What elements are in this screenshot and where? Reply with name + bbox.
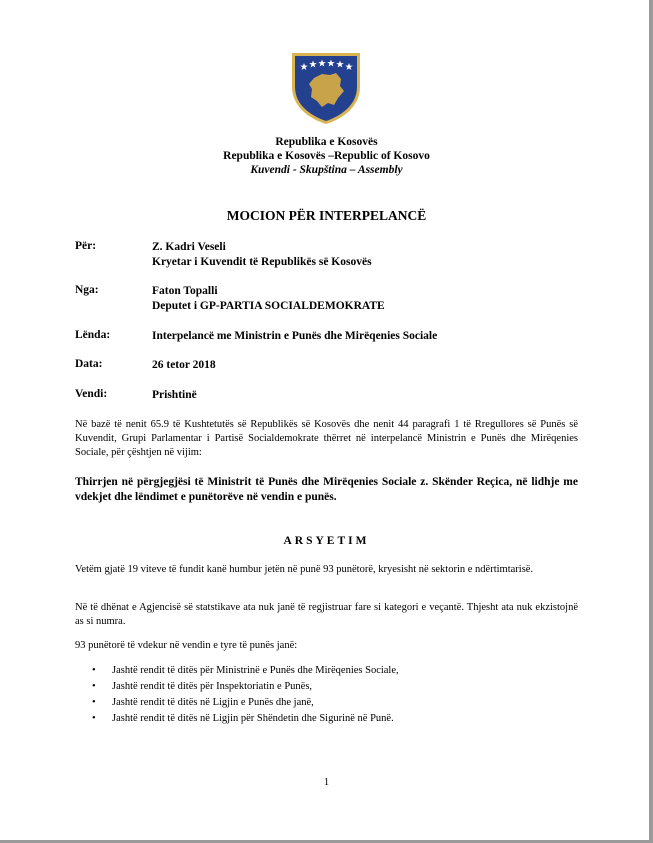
- bullet-icon: •: [92, 713, 96, 724]
- bullet-icon: •: [92, 697, 96, 708]
- bullet-icon: •: [92, 681, 96, 692]
- nga-sender: Faton Topalli: [152, 285, 218, 297]
- list-item: [92, 695, 399, 711]
- reason-paragraph-2: Në të dhënat e Agjencisë së statstikave ata nuk janë të regjistruar fare si kategori e veçantë. Thjesht ata nuk ekzistojnë as si numra.: [75, 602, 578, 627]
- list-item-text: Jashtë rendit të ditës për Inspektoriatin e Punës,: [112, 681, 313, 692]
- list-item-text: Jashtë rendit të ditës në Ligjin e Punës dhe janë,: [112, 697, 314, 708]
- reason-paragraph-1: Vetëm gjatë 19 viteve të fundit kanë humbur jetën në punë 93 punëtorë, kryesisht në sektorin e ndërtimtarisë.: [75, 564, 534, 575]
- vendi-label: Vendi:: [75, 388, 108, 400]
- date-value: 26 tetor 2018: [152, 359, 216, 371]
- section-heading: ARSYETIM: [283, 535, 370, 547]
- bullet-list: [92, 663, 399, 727]
- per-label: Për:: [75, 240, 97, 252]
- nga-sender-title: Deputet i GP-PARTIA SOCIALDEMOKRATE: [152, 300, 385, 312]
- header-line-3: Kuvendi - Skupština – Assembly: [250, 164, 403, 176]
- list-item: [92, 663, 399, 679]
- list-item: [92, 679, 399, 695]
- list-item-text: Jashtë rendit të ditës në Ligjin për Shëndetin dhe Sigurinë në Punë.: [112, 713, 394, 724]
- page-number: 1: [323, 777, 330, 788]
- lenda-value: Interpelancë me Ministrin e Punës dhe Mirëqenies Sociale: [152, 330, 438, 342]
- header-line-2: Republika e Kosovës –Republic of Kosovo: [223, 150, 430, 162]
- list-item-text: Jashtë rendit të ditës për Ministrinë e Punës dhe Mirëqenies Sociale,: [112, 665, 399, 676]
- intro-paragraph: Në bazë të nenit 65.9 të Kushtetutës së Republikës së Kosovës dhe nenit 44 paragrafi 1 të Rregullores së Punës së Kuvendit, Grupi Parlamentar i Partisë Socialdemokrate thërret në interpelancë Ministrin e Punës dhe Mirëqenies Sociale, për çështjen në vijim:: [75, 419, 578, 458]
- list-item: [92, 711, 399, 727]
- data-label: Data:: [75, 358, 103, 370]
- reason-paragraph-3: 93 punëtorë të vdekur në vendin e tyre të punës janë:: [75, 640, 298, 651]
- lenda-label: Lënda:: [75, 329, 111, 341]
- page-edge-right: [649, 0, 653, 843]
- header-line-1: Republika e Kosovës: [275, 136, 378, 148]
- per-recipient-title: Kryetar i Kuvendit të Republikës së Kosovës: [152, 256, 372, 268]
- summons-paragraph: Thirrjen në përgjegjësi të Ministrit të Punës dhe Mirëqenies Sociale z. Skënder Reçica, në lidhje me vdekjet dhe lëndimet e punëtorëve në vendin e punës.: [75, 476, 578, 503]
- document-title: MOCION PËR INTERPELANCË: [226, 208, 427, 223]
- bullet-icon: •: [92, 665, 96, 676]
- vendi-value: Prishtinë: [152, 389, 197, 401]
- kosovo-coat-of-arms-icon: [290, 51, 362, 125]
- per-recipient: Z. Kadri Veseli: [152, 241, 226, 253]
- nga-label: Nga:: [75, 284, 99, 296]
